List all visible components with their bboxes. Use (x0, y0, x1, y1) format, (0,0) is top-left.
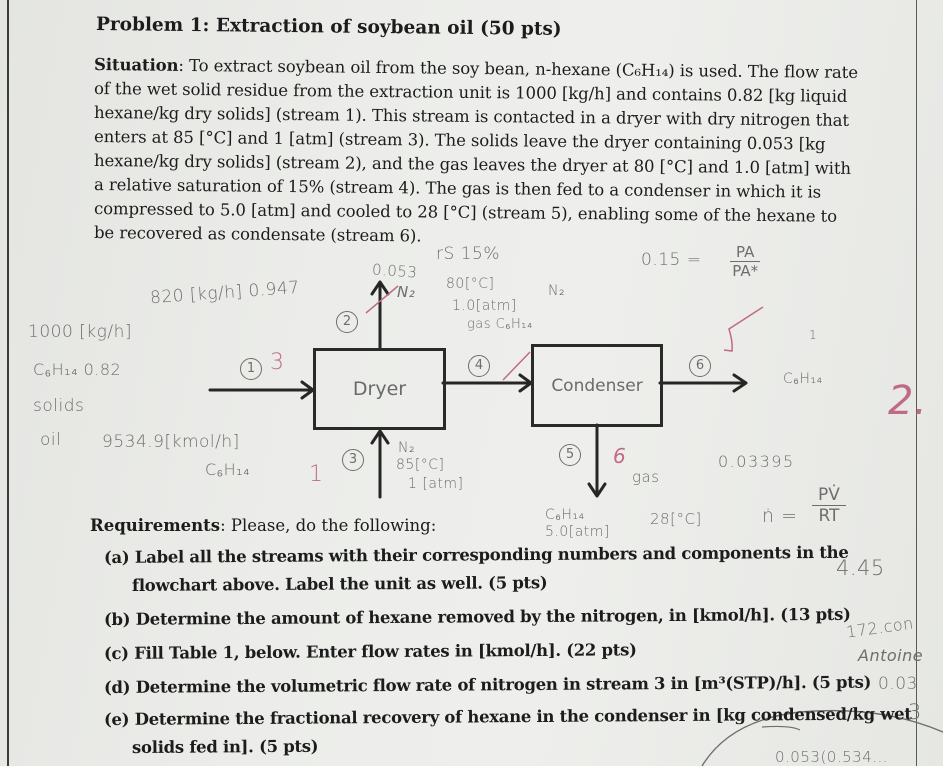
stream2-rate-note: 820 [kg/h] 0.947 (149, 277, 301, 309)
stream3-temp-note: 85[°C] (396, 457, 445, 473)
stream2-fraction-note: 0.053 (371, 260, 419, 282)
rs-equation-denominator: PA* (732, 262, 759, 280)
grade-mark-part-a: 2. (888, 378, 928, 424)
margin-note-bottom: 0.053(0.534... (775, 748, 889, 766)
situation-line-7: compressed to 5.0 [atm] and cooled to 28 [°C] (stream 5), enabling some of the hexane to (93, 199, 838, 226)
ideal-gas-fraction (812, 485, 846, 526)
stream2-n2-note: N₂ (397, 283, 416, 301)
rs-equation-lhs: 0.15 = (641, 250, 702, 270)
grade-mark-stream3: 1 (309, 462, 324, 487)
stream5-components-note: C₆H₁₄ (545, 507, 585, 523)
requirement-a-cont: flowchart above. Label the unit as well. (5 pts) (131, 573, 548, 595)
requirement-c: (c) Fill Table 1, below. Enter flow rates in [kmol/h]. (22 pts) (103, 640, 637, 663)
requirements-heading: Requirements: Please, do the following: (90, 516, 437, 535)
stream-number-3: 3 (342, 449, 364, 471)
stream4-components-note: gas C₆H₁₄ (467, 317, 533, 332)
stream5-pressure-note: 5.0[atm] (545, 524, 610, 540)
situation-line-5: hexane/kg dry solids] (stream 2), and the gas leaves the dryer at 80 [°C] and 1.0 [atm] with (93, 151, 852, 178)
dryer-unit: Dryer (313, 348, 446, 430)
situation-line-8: be recovered as condensate (stream 6). (93, 223, 422, 246)
stream6-one-note: 1 (809, 328, 818, 342)
stream-number-5: 5 (559, 444, 581, 466)
situation-line-6: a relative saturation of 15% (stream 4). The gas is then fed to a condenser in which it is (93, 175, 822, 202)
situation-label: Situation (93, 55, 179, 75)
stream4-n2-note: N₂ (548, 283, 566, 299)
feed-hexane-note: C₆H₁₄ 0.82 (33, 360, 122, 379)
stream6-components-note: C₆H₁₄ (783, 371, 823, 387)
grade-mark-stream1: 3 (270, 350, 285, 375)
stream4-pressure-note: 1.0[atm] (452, 298, 517, 314)
situation-line-3: hexane/kg dry solids] (stream 1). This stream is contacted in a dryer with dry nitrogen that (93, 103, 850, 130)
situation-line-1: Situation: To extract soybean oil from the soy bean, n-hexane (C₆H₁₄) is used. The flow rate (93, 55, 859, 82)
rs-equation-fraction (730, 243, 760, 280)
situation-line-2: of the wet solid residue from the extraction unit is 1000 [kg/h] and contains 0.82 [kg liquid (93, 79, 848, 106)
stream4-temp-note: 80[°C] (446, 276, 495, 292)
relative-saturation-note: rS 15% (436, 244, 500, 264)
margin-note-3: 3 (908, 700, 922, 724)
rs-equation-numerator: PA (730, 243, 760, 262)
stream5-gas-note: gas (632, 468, 660, 486)
grade-mark-stream5: 6 (613, 444, 627, 468)
feed-oil-note: oil (40, 430, 62, 450)
requirement-b: (b) Determine the amount of hexane removed by the nitrogen, in [kmol/h]. (13 pts) (103, 604, 851, 629)
problem-title: Problem 1: Extraction of soybean oil (50 pts) (95, 14, 562, 40)
stream-number-6: 6 (689, 355, 711, 377)
stream-number-1: 1 (240, 358, 262, 380)
condenser-unit: Condenser (531, 344, 663, 427)
stream-number-2: 2 (336, 311, 358, 333)
requirement-a: (a) Label all the streams with their corresponding numbers and components in the (103, 542, 849, 567)
requirement-e-cont: solids fed in]. (5 pts) (131, 736, 319, 757)
ideal-gas-denominator: RT (818, 506, 840, 526)
stream3-n2-note: N₂ (398, 440, 416, 456)
hexane-label-note: C₆H₁₄ (205, 460, 250, 479)
value-003395-note: 0.03395 (718, 452, 795, 471)
margin-note-003: 0.03 (878, 674, 918, 694)
requirement-d: (d) Determine the volumetric flow rate of nitrogen in stream 3 in [m³(STP)/h]. (5 pts) (103, 672, 872, 697)
margin-note-445: 4.45 (836, 556, 885, 580)
situation-line-4: enters at 85 [°C] and 1 [atm] (stream 3). The solids leave the dryer containing 0.053 [kg (93, 127, 826, 154)
ideal-gas-numerator: PV̇ (812, 485, 846, 506)
stream5-temp-note: 28[°C] (650, 510, 702, 528)
requirement-e: (e) Determine the fractional recovery of hexane in the condenser in [kg condensed/kg wet (103, 704, 912, 729)
stream3-pressure-note: 1 [atm] (408, 476, 464, 492)
margin-note-172: 172.con (845, 613, 915, 642)
feed-rate-note: 1000 [kg/h] (28, 322, 132, 342)
ideal-gas-lhs: ṅ = (762, 505, 798, 527)
stream-number-4: 4 (468, 355, 490, 377)
feed-solids-note: solids (33, 396, 85, 416)
hexane-molar-note: 9534.9[kmol/h] (102, 432, 240, 452)
margin-note-antoine: Antoine (858, 646, 924, 665)
